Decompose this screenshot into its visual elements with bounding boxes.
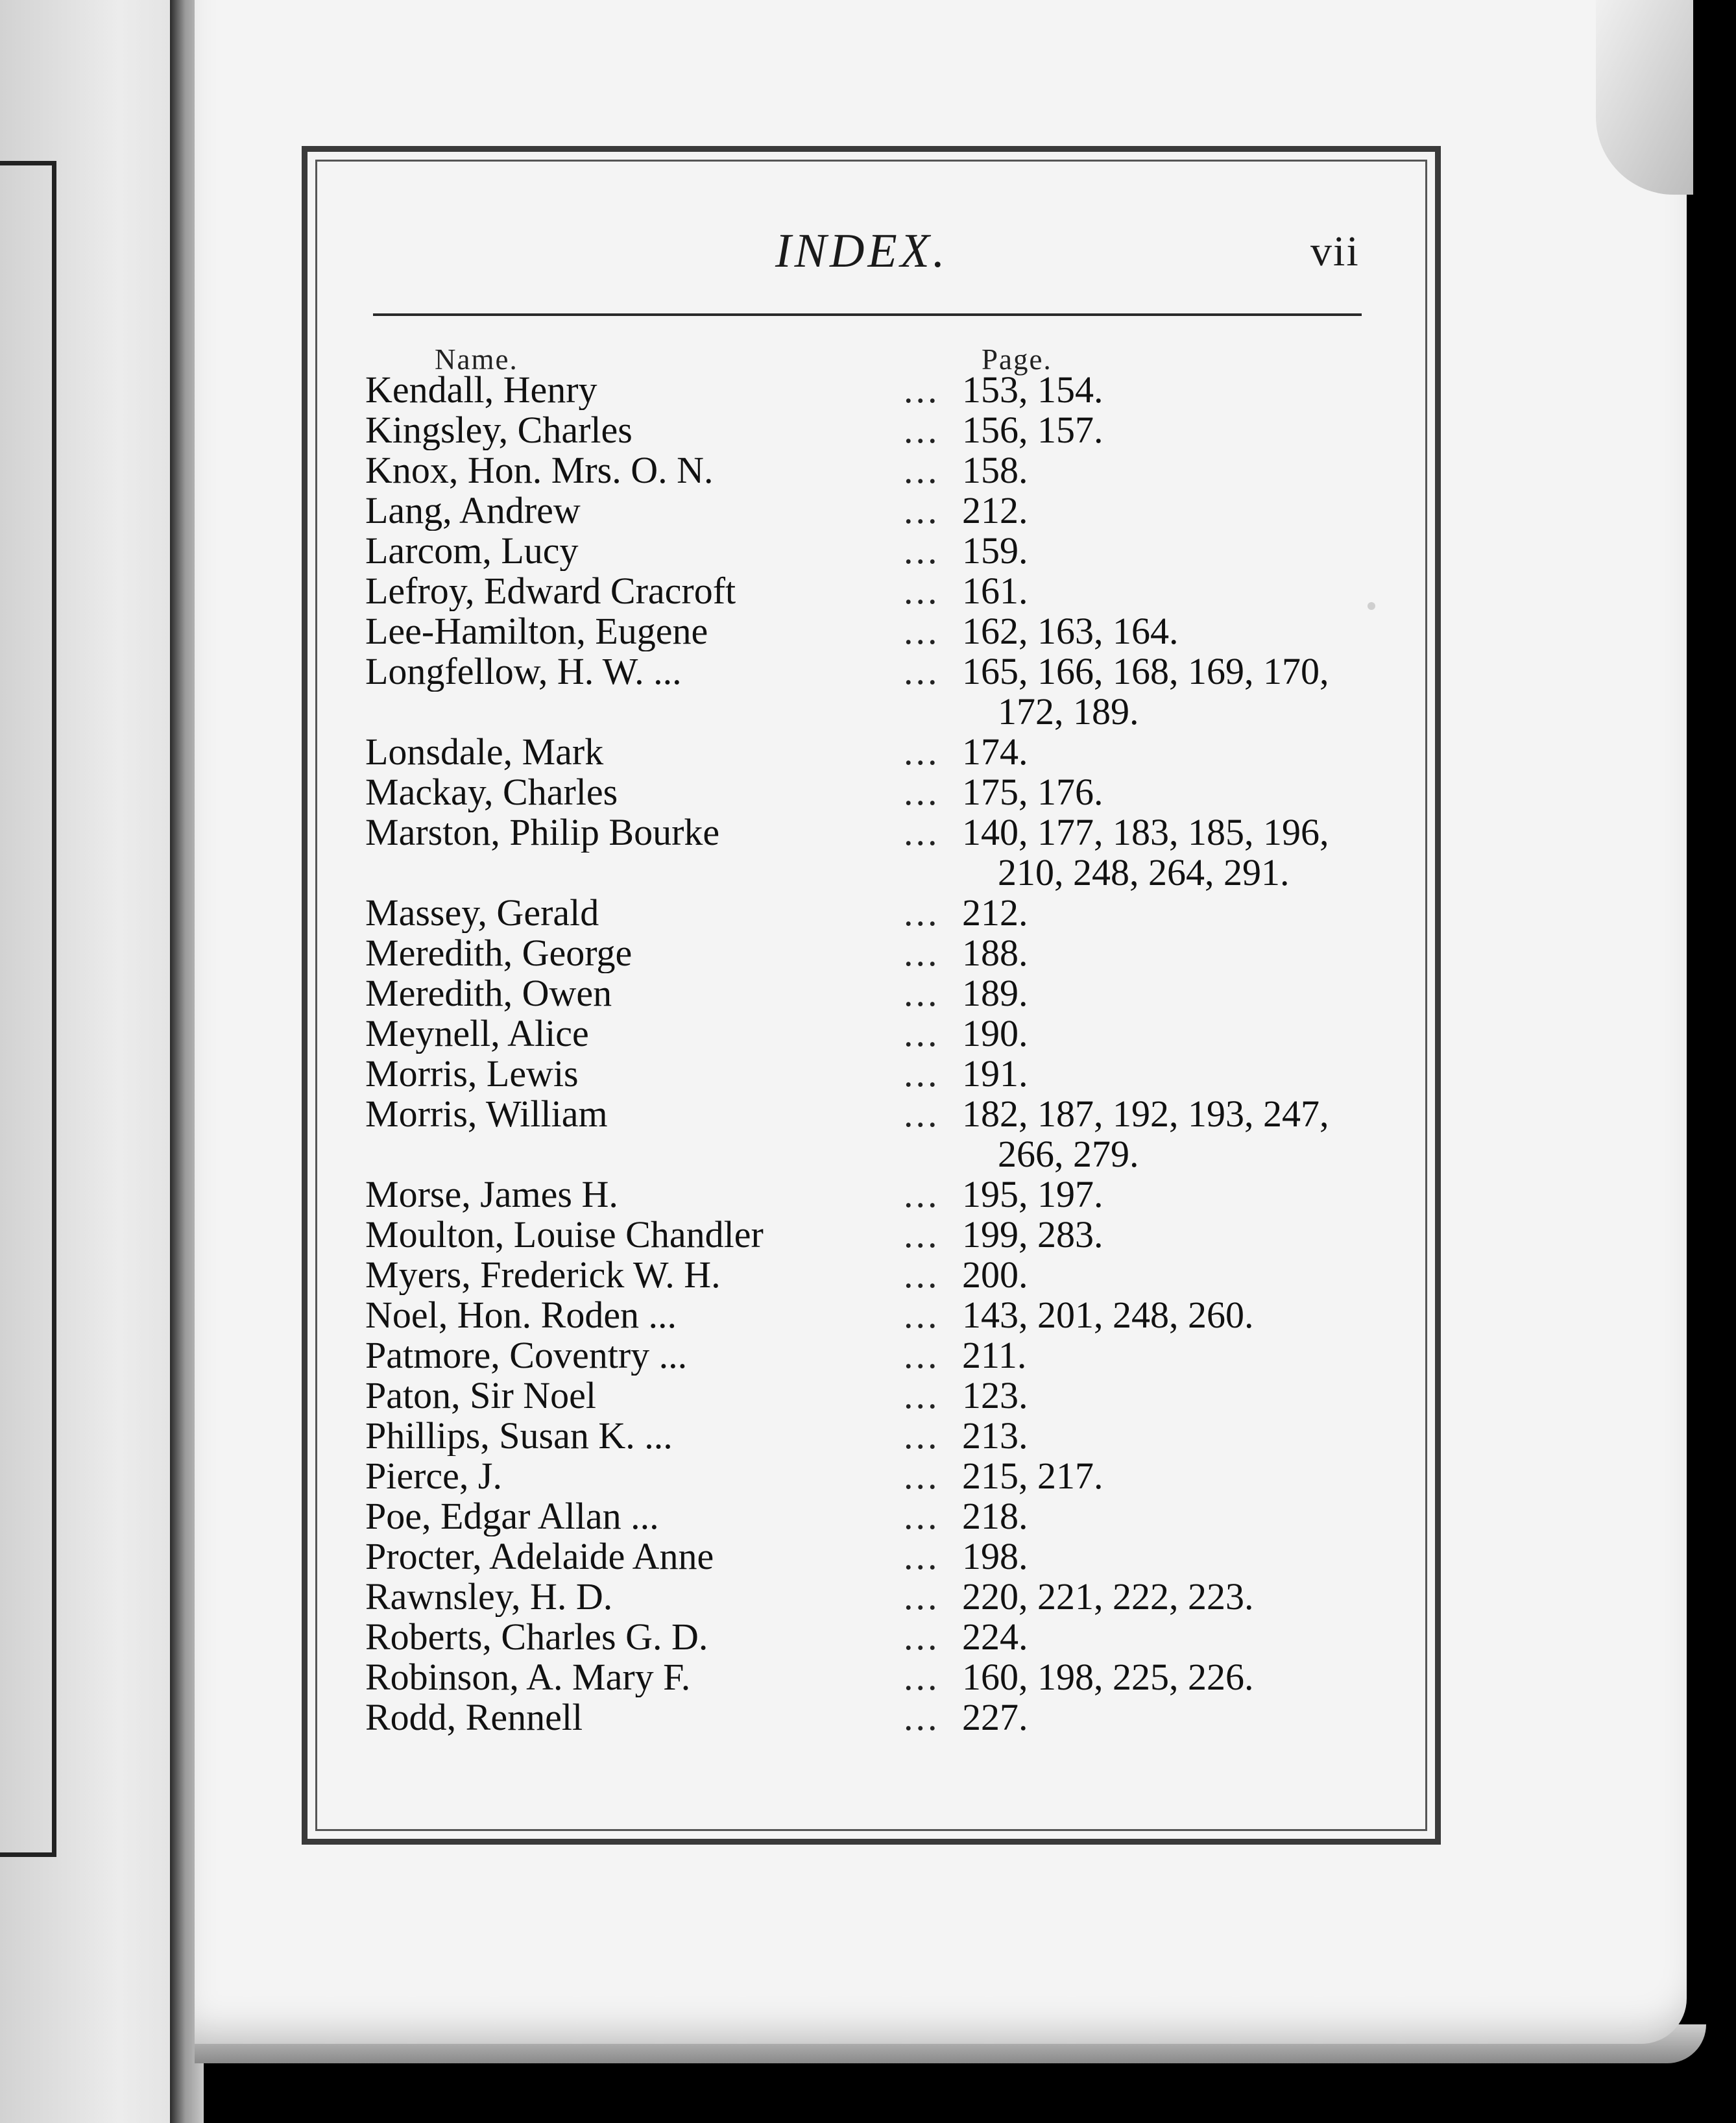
index-entry-leader: ... bbox=[904, 1093, 940, 1135]
index-entry-leader: ... bbox=[904, 771, 940, 813]
index-entry-pages: 143, 201, 248, 260. bbox=[962, 1294, 1254, 1336]
index-entry bbox=[365, 1255, 1403, 1295]
index-entry-name: Morris, Lewis bbox=[365, 1054, 579, 1094]
column-header-name: Name. bbox=[435, 343, 518, 376]
index-entry-leader: ... bbox=[904, 932, 940, 974]
index-entry bbox=[365, 812, 1403, 893]
index-entry bbox=[365, 571, 1403, 611]
index-entry-name: Kendall, Henry bbox=[365, 370, 597, 410]
index-entry-pages: 218. bbox=[962, 1495, 1028, 1537]
index-entry-name: Lefroy, Edward Cracroft bbox=[365, 571, 736, 611]
index-entry-leader: ... bbox=[904, 1455, 940, 1497]
index-entry-leader: ... bbox=[904, 892, 940, 934]
index-entry-name: Morris, William bbox=[365, 1094, 608, 1134]
index-entry-name: Longfellow, H. W. ... bbox=[365, 651, 682, 692]
index-entry-pages: 188. bbox=[962, 932, 1028, 974]
index-entry-pages: 190. bbox=[962, 1012, 1028, 1054]
index-entry-name: Meynell, Alice bbox=[365, 1013, 589, 1054]
index-entry-name: Mackay, Charles bbox=[365, 772, 618, 812]
index-entry-leader: ... bbox=[904, 570, 940, 612]
index-entry-pages: 158. bbox=[962, 449, 1028, 491]
index-entry-name: Meredith, Owen bbox=[365, 973, 612, 1013]
index-entry-leader: ... bbox=[904, 731, 940, 773]
index-entry bbox=[365, 1657, 1403, 1697]
index-entry-leader: ... bbox=[904, 1495, 940, 1537]
index-entry-pages: 153, 154. bbox=[962, 369, 1103, 411]
index-entry bbox=[365, 973, 1403, 1013]
index-entry bbox=[365, 1174, 1403, 1215]
index-entry bbox=[365, 531, 1403, 571]
index-entry-leader: ... bbox=[904, 1052, 940, 1095]
index-entry-name: Roberts, Charles G. D. bbox=[365, 1617, 708, 1657]
index-entry bbox=[365, 1536, 1403, 1577]
index-entry-name: Morse, James H. bbox=[365, 1174, 618, 1215]
index-entry-pages: 220, 221, 222, 223. bbox=[962, 1575, 1254, 1618]
index-entry-pages: 174. bbox=[962, 731, 1028, 773]
index-entry bbox=[365, 732, 1403, 772]
index-entry bbox=[365, 370, 1403, 410]
index-entry-name: Kingsley, Charles bbox=[365, 410, 633, 450]
index-entry-name: Lonsdale, Mark bbox=[365, 732, 604, 772]
index-entry-leader: ... bbox=[904, 1535, 940, 1577]
index-entry bbox=[365, 651, 1403, 732]
index-entry-leader: ... bbox=[904, 409, 940, 451]
page-number: vii bbox=[1310, 228, 1360, 275]
index-entry-pages: 160, 198, 225, 226. bbox=[962, 1656, 1254, 1698]
index-entry bbox=[365, 1376, 1403, 1416]
index-entry-pages: 227. bbox=[962, 1696, 1028, 1738]
index-entry-pages: 189. bbox=[962, 972, 1028, 1014]
index-entry-pages: 213. bbox=[962, 1414, 1028, 1457]
index-entry bbox=[365, 410, 1403, 450]
index-entry-leader: ... bbox=[904, 1294, 940, 1336]
index-entry-leader: ... bbox=[904, 1213, 940, 1256]
index-entry-leader: ... bbox=[904, 449, 940, 491]
index-entry-leader: ... bbox=[904, 1696, 940, 1738]
index-entry-pages: 156, 157. bbox=[962, 409, 1103, 451]
index-entry-name: Patmore, Coventry ... bbox=[365, 1335, 688, 1376]
index-entry bbox=[365, 1577, 1403, 1617]
index-entry-name: Lang, Andrew bbox=[365, 491, 581, 531]
index-entry-leader: ... bbox=[904, 811, 940, 853]
index-entry bbox=[365, 1416, 1403, 1456]
index-entry bbox=[365, 491, 1403, 531]
index-entry-pages: 212. bbox=[962, 892, 1028, 934]
index-entry-name: Myers, Frederick W. H. bbox=[365, 1255, 721, 1295]
index-entry-name: Meredith, George bbox=[365, 933, 633, 973]
index-entry-leader: ... bbox=[904, 972, 940, 1014]
index-entry bbox=[365, 1013, 1403, 1054]
index-entry-name: Knox, Hon. Mrs. O. N. bbox=[365, 450, 714, 491]
index-entry-leader: ... bbox=[904, 1575, 940, 1618]
index-entry-pages: 140, 177, 183, 185, 196, bbox=[962, 811, 1329, 853]
index-entry-pages: 159. bbox=[962, 529, 1028, 572]
index-entry bbox=[365, 1295, 1403, 1335]
index-entry bbox=[365, 893, 1403, 933]
index-entry-leader: ... bbox=[904, 1414, 940, 1457]
header-rule bbox=[373, 313, 1362, 316]
index-entry-pages: 224. bbox=[962, 1616, 1028, 1658]
left-page-border bbox=[0, 161, 56, 1857]
index-entry-name: Massey, Gerald bbox=[365, 893, 599, 933]
index-entry-pages-continued: 210, 248, 264, 291. bbox=[998, 851, 1290, 893]
index-entry-pages-continued: 172, 189. bbox=[998, 690, 1139, 733]
index-entry bbox=[365, 1094, 1403, 1174]
index-entry-name: Rodd, Rennell bbox=[365, 1697, 583, 1738]
index-entry-name: Rawnsley, H. D. bbox=[365, 1577, 613, 1617]
index-entry-leader: ... bbox=[904, 369, 940, 411]
index-entry-pages-continued: 266, 279. bbox=[998, 1133, 1139, 1175]
index-entry-name: Paton, Sir Noel bbox=[365, 1376, 597, 1416]
index-entry-pages: 123. bbox=[962, 1374, 1028, 1416]
index-entry-leader: ... bbox=[904, 1012, 940, 1054]
index-entry bbox=[365, 933, 1403, 973]
left-page-edge bbox=[0, 0, 170, 2123]
index-entry-name: Moulton, Louise Chandler bbox=[365, 1215, 764, 1255]
index-entry bbox=[365, 1456, 1403, 1496]
index-entry-pages: 165, 166, 168, 169, 170, bbox=[962, 650, 1329, 692]
index-entry-name: Lee-Hamilton, Eugene bbox=[365, 611, 708, 651]
index-entry bbox=[365, 1054, 1403, 1094]
index-entry bbox=[365, 1335, 1403, 1376]
index-entry-pages: 215, 217. bbox=[962, 1455, 1103, 1497]
column-header-page: Page. bbox=[982, 343, 1052, 376]
index-entry bbox=[365, 1496, 1403, 1536]
index-entry-leader: ... bbox=[904, 1254, 940, 1296]
index-entry-leader: ... bbox=[904, 1616, 940, 1658]
index-entry-pages: 199, 283. bbox=[962, 1213, 1103, 1256]
index-entry-pages: 191. bbox=[962, 1052, 1028, 1095]
index-entry-leader: ... bbox=[904, 489, 940, 531]
index-entry bbox=[365, 611, 1403, 651]
index-entry-name: Marston, Philip Bourke bbox=[365, 812, 720, 853]
index-entry-name: Robinson, A. Mary F. bbox=[365, 1657, 691, 1697]
index-entry-pages: 175, 176. bbox=[962, 771, 1103, 813]
index-entry-leader: ... bbox=[904, 1374, 940, 1416]
index-entry-pages: 162, 163, 164. bbox=[962, 610, 1179, 652]
page-title: INDEX. bbox=[775, 224, 948, 278]
index-entry-leader: ... bbox=[904, 1334, 940, 1376]
index-entry bbox=[365, 1215, 1403, 1255]
index-entry-name: Pierce, J. bbox=[365, 1456, 502, 1496]
index-entry-pages: 198. bbox=[962, 1535, 1028, 1577]
index-entry bbox=[365, 1617, 1403, 1657]
index-entry-pages: 200. bbox=[962, 1254, 1028, 1296]
index-entry-leader: ... bbox=[904, 650, 940, 692]
index-entry-pages: 212. bbox=[962, 489, 1028, 531]
index-entry-pages: 211. bbox=[962, 1334, 1027, 1376]
index-entry bbox=[365, 772, 1403, 812]
index-entry bbox=[365, 1697, 1403, 1738]
index-entry-leader: ... bbox=[904, 1173, 940, 1215]
index-entry-name: Noel, Hon. Roden ... bbox=[365, 1295, 677, 1335]
index-entry-name: Procter, Adelaide Anne bbox=[365, 1536, 714, 1577]
index-entry bbox=[365, 450, 1403, 491]
index-entry-leader: ... bbox=[904, 610, 940, 652]
index-entry-pages: 195, 197. bbox=[962, 1173, 1103, 1215]
index-entry-pages: 161. bbox=[962, 570, 1028, 612]
index-entry-name: Larcom, Lucy bbox=[365, 531, 579, 571]
index-entry-pages: 182, 187, 192, 193, 247, bbox=[962, 1093, 1329, 1135]
index-entry-leader: ... bbox=[904, 529, 940, 572]
index-entry-name: Phillips, Susan K. ... bbox=[365, 1416, 673, 1456]
index-entry-leader: ... bbox=[904, 1656, 940, 1698]
paper-speck bbox=[1368, 602, 1375, 610]
index-entry-name: Poe, Edgar Allan ... bbox=[365, 1496, 659, 1536]
index-entry-list bbox=[365, 370, 1403, 1738]
